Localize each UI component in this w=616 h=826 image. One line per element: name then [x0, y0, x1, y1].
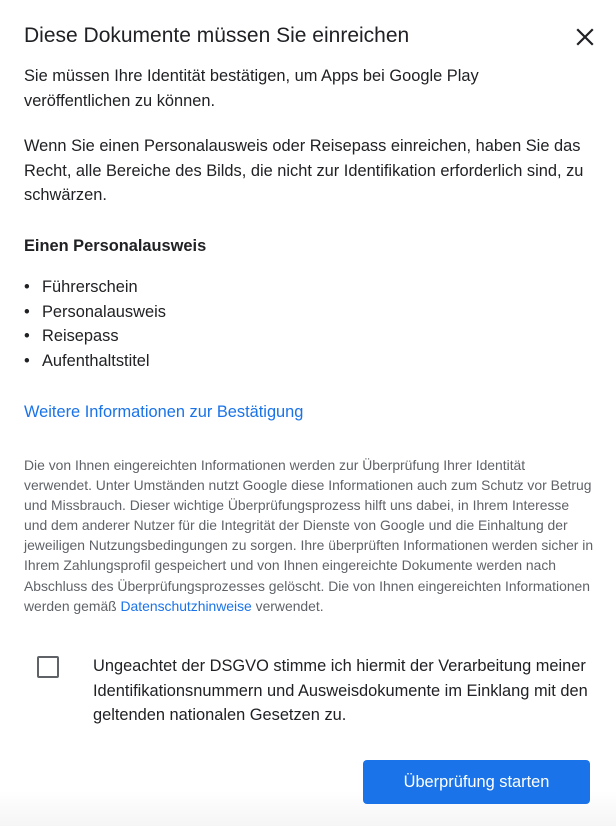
section-heading: Einen Personalausweis: [24, 237, 207, 255]
list-item: • Reisepass: [24, 324, 166, 349]
consent-label: Ungeachtet der DSGVO stimme ich hiermit der Verarbeitung meiner Identifikationsnummern und Ausweisdokumente im Einklang mit den geltenden nationalen Gesetzen zu.: [93, 657, 588, 724]
close-icon: [575, 27, 595, 47]
bullet-icon: •: [24, 351, 30, 370]
bullet-icon: •: [24, 302, 30, 321]
list-item: • Personalausweis: [24, 300, 166, 325]
start-verification-button[interactable]: Überprüfung starten: [363, 760, 590, 804]
document-list: [24, 275, 166, 373]
intro-text: Sie müssen Ihre Identität bestätigen, um Apps bei Google Play veröffentlichen zu können.: [24, 67, 479, 110]
dialog-title: Diese Dokumente müssen Sie einreichen: [24, 24, 410, 47]
bullet-icon: •: [24, 327, 30, 345]
consent-checkbox[interactable]: [37, 656, 59, 678]
bullet-icon: •: [24, 278, 30, 296]
close-button[interactable]: [570, 22, 600, 52]
more-info-link[interactable]: Weitere Informationen zur Bestätigung: [24, 403, 304, 421]
redaction-note: Wenn Sie einen Personalausweis oder Reisepass einreichen, haben Sie das Recht, alle Bereiche des Bilds, die nicht zur Identifikation erforderlich sind, zu schwärzen.: [24, 137, 584, 204]
list-item: • Aufenthaltstitel: [24, 349, 166, 374]
list-item: • Führerschein: [24, 275, 166, 300]
privacy-link[interactable]: Datenschutzhinweise: [120, 597, 252, 614]
legal-text: Die von Ihnen eingereichten Informationen werden zur Überprüfung Ihrer Identität verwendet. Unter Umständen nutzt Google diese Informationen auch zum Schutz vor Betrug und Missbrauch. Dieser wichtige Überprüfungsprozess hilft uns dabei, in Ihrem Interesse und dem anderer Nutzer für die Integrität der Dienste von Google und die Einhaltung der jeweiligen Nutzungsbedingungen zu sorgen. Ihre überprüften Informationen werden sicher in Ihrem Zahlungsprofil gespeichert und von Ihnen eingereichte Dokumente werden nach Abschluss des Überprüfungsprozesses gelöscht. Die von Ihnen eingereichten Informationen werden gemäß Datenschutzhinweise verwendet.: [24, 457, 594, 614]
